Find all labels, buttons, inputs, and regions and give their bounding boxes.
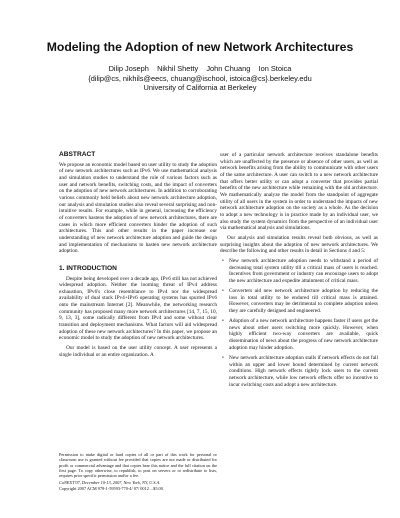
paper-title: Modeling the Adoption of new Network Architectures [46, 40, 354, 54]
permission-footnote [59, 452, 217, 491]
list-item-text: New network architecture adoption stalls if network effects do not fall within an upper and lower bound determined by current network conditions. High network effects tightly lock users to the current network architecture, while low network effects offer no incentive to incur switching costs and adopt a new architecture. [229, 354, 378, 388]
bullet-icon: • [222, 354, 224, 361]
list-item [220, 258, 378, 285]
permission-text: Permission to make digital or hard copies of all or part of this work for personal or classroom use is granted without fee provided that copies are not made or distributed for profit or commercial advantage and that copies bear this notice and the full citation on the first page. To copy otherwise, to republish, to post on servers or to redistribute to lists, requires prior specific permission and/or a fee. [59, 452, 217, 479]
copyright-text: Copyright 2007 ACM 978-1-59593-770-4/ 07/ 0012 ...$5.00. [59, 485, 164, 491]
right-paragraph-1: user of a particular network architecture receives standalone benefits which are unaffected by the presence or absence of other users, as well as network benefits arising from the ability to communicate with other users of the same architecture. A user can switch to a new network architecture that offers better utility or can adopt a converter that provides partial benefits of the new architecture while remaining with the old architecture. We mathematically analyze the model from the standpoint of aggregate utility of all users in the system in order to understand the impacts of new network architecture adoption on the society as a whole. As the decision to adopt a new technology is in practice made by an individual user, we also study the system dynamics from the perspective of an individual user via mathematical analysis and simulations. [220, 152, 378, 232]
right-column [220, 152, 378, 392]
author-emails: {dilip@cs, nikhils@eecs, chuang@ischool, istoica@cs}.berkeley.edu [88, 73, 312, 83]
introduction-heading: 1. INTRODUCTION [59, 264, 117, 272]
list-item [220, 355, 378, 388]
list-item [220, 318, 378, 351]
intro-paragraph-2: Our model is based on the user utility concept. A user represents a single individual or an entire organization. A [59, 345, 217, 358]
author-affiliation: University of California at Berkeley [143, 83, 257, 93]
results-list [220, 258, 378, 388]
list-item-text: Adoption of a new network architecture happens faster if users get the news about other users switching more quickly. However, when highly efficient two-way converters are available, quick dissemination of news about the progress of new network architecture adoption may hinder adoption. [229, 318, 378, 351]
list-item-text: New network architecture adoption needs to withstand a period of decreasing total system utility till a critical mass of users is reached. Incentives from government or industry can encourage users to adopt the new architecture and expedite attainment of critical mass. [229, 257, 378, 284]
list-item-text: Converters aid new network architecture adoption by reducing the loss in total utility to be endured till critical mass is attained. However, converters may be detrimental to complete adoption unless they are carefully designed and engineered. [229, 287, 378, 314]
bullet-icon: • [222, 318, 224, 325]
list-item [220, 288, 378, 315]
left-column [59, 152, 217, 361]
abstract-heading: ABSTRACT [59, 151, 96, 158]
abstract-text: We propose an economic model based on user utility to study the adoption of new network architectures such as IPv6. We use mathematical analysis and simulation studies to understand the role of various factors such as user and network benefits, switching costs, and the impact of converters on the adoption of new network architectures. In addition to corroborating various commonly held beliefs about new network architecture adoption, our analysis and simulation studies also reveal several surprising and non-intuitive results. For example, while in general, increasing the efficiency of converters hastens the adoption of new network architectures, there are cases in which more efficient converters hinder the adoption of such architectures. This and other results in the paper increase our understanding of new network architecture adoption and guide the design and implementation of mechanisms to hasten new network architecture adoption. [59, 161, 217, 255]
author-names: Dilip Joseph Nikhil Shetty John Chuang Ion Stoica [108, 64, 292, 73]
intro-paragraph-1: Despite being developed over a decade ago, IPv6 still has not achieved widespread adoption. Neither the looming threat of IPv4 address exhaustion, IPv6's close resemblance to IPv4 nor the widespread availability of dual stack IPv4+IPv6 operating systems has spurred IPv6 onto the mainstream Internet [2]. Meanwhile, the networking research community has proposed many more network architectures [14, 7, 15, 10, 9, 13, 3], some radically different from IPv4 and some without clear transition and deployment mechanisms. What factors will aid widespread adoption of these new network architectures? In this paper, we propose an economic model to study the adoption of new network architectures. [59, 275, 217, 342]
right-paragraph-2: Our analysis and simulation results reveal both obvious, as well as surprising insights about the adoption of new network architectures. We describe the following and other results in detail in Sections 4 and 5: [220, 234, 378, 255]
author-block [0, 64, 400, 93]
venue-text: CoNEXT'07, December 10-13, 2007, New York, NY, U.S.A. [59, 480, 161, 486]
bullet-icon: • [222, 287, 224, 294]
bullet-icon: • [222, 257, 224, 264]
